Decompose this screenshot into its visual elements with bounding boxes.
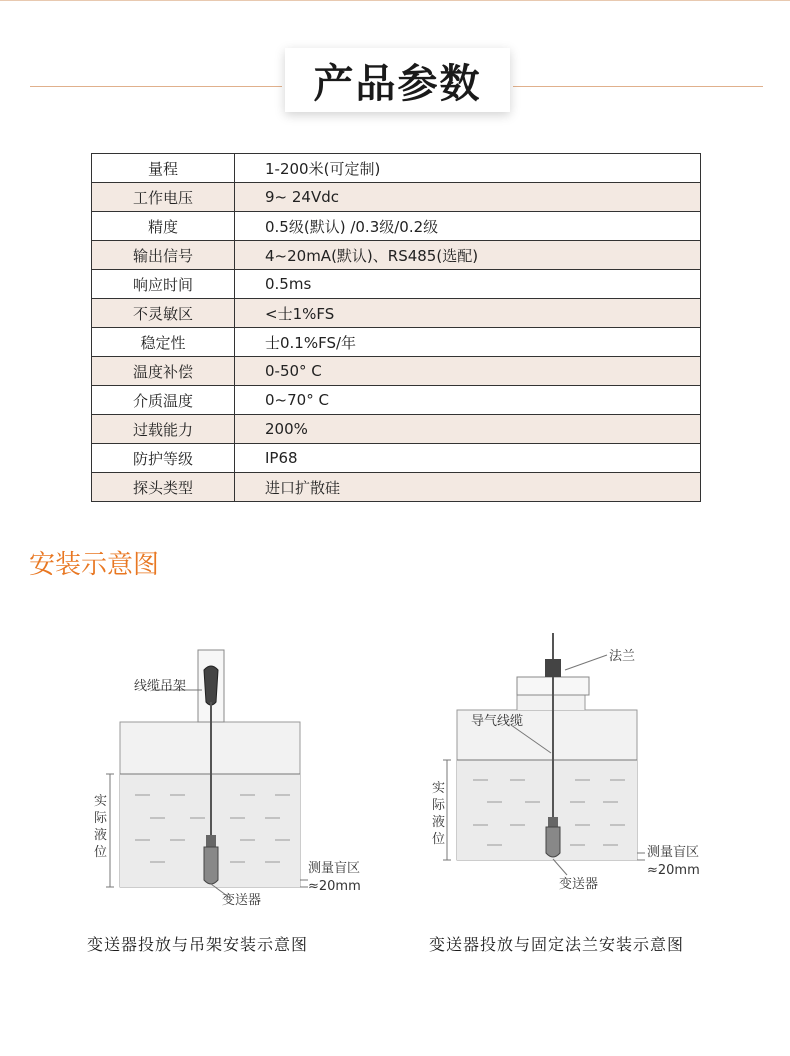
spec-value: <士1%FS bbox=[235, 299, 701, 328]
table-row bbox=[92, 270, 701, 299]
install-section-title: 安装示意图 bbox=[29, 550, 160, 580]
table-row bbox=[92, 415, 701, 444]
left-diagram-caption: 变送器投放与吊架安装示意图 bbox=[87, 935, 309, 954]
spec-key: 响应时间 bbox=[92, 270, 235, 299]
flange-install-diagram bbox=[425, 625, 745, 905]
transmitter-leader bbox=[553, 859, 567, 875]
cable-label: 导气线缆 bbox=[471, 714, 524, 729]
spec-key: 不灵敏区 bbox=[92, 299, 235, 328]
spec-key: 输出信号 bbox=[92, 241, 235, 270]
right-diagram-caption: 变送器投放与固定法兰安装示意图 bbox=[429, 935, 685, 954]
cable-hanger-clip bbox=[204, 666, 218, 705]
heading-line-left bbox=[30, 86, 282, 87]
spec-value: 9~ 24Vdc bbox=[235, 183, 701, 212]
level-label-3: 液 bbox=[432, 815, 446, 830]
spec-key: 量程 bbox=[92, 154, 235, 183]
spec-key: 探头类型 bbox=[92, 473, 235, 502]
table-row bbox=[92, 212, 701, 241]
spec-key: 工作电压 bbox=[92, 183, 235, 212]
level-label-4: 位 bbox=[432, 832, 446, 847]
spec-key: 精度 bbox=[92, 212, 235, 241]
table-row bbox=[92, 299, 701, 328]
level-label-1: 实 bbox=[94, 794, 108, 809]
spec-table bbox=[91, 153, 701, 502]
spec-value: 0~70° C bbox=[235, 386, 701, 415]
spec-key: 温度补偿 bbox=[92, 357, 235, 386]
level-label-1: 实 bbox=[432, 781, 446, 796]
table-row bbox=[92, 444, 701, 473]
level-label-3: 液 bbox=[94, 828, 108, 843]
hanger-label: 线缆吊架 bbox=[134, 679, 187, 694]
top-divider bbox=[0, 0, 790, 1]
spec-key: 过载能力 bbox=[92, 415, 235, 444]
table-row bbox=[92, 386, 701, 415]
page-title: 产品参数 bbox=[285, 48, 510, 112]
table-row bbox=[92, 328, 701, 357]
spec-key: 介质温度 bbox=[92, 386, 235, 415]
level-label-4: 位 bbox=[94, 845, 108, 860]
heading-line-right bbox=[513, 86, 763, 87]
blind-zone-value: ≈20mm bbox=[308, 879, 361, 894]
spec-value: 4~20mA(默认)、RS485(选配) bbox=[235, 241, 701, 270]
blind-zone-value: ≈20mm bbox=[647, 863, 700, 878]
table-row bbox=[92, 473, 701, 502]
flange-label: 法兰 bbox=[609, 649, 636, 664]
spec-value: 200% bbox=[235, 415, 701, 444]
transmitter-label: 变送器 bbox=[222, 893, 262, 908]
spec-value: 0.5级(默认) /0.3级/0.2级 bbox=[235, 212, 701, 241]
level-label-2: 际 bbox=[432, 798, 446, 813]
level-label-2: 际 bbox=[94, 811, 108, 826]
table-row bbox=[92, 154, 701, 183]
spec-key: 防护等级 bbox=[92, 444, 235, 473]
spec-value: 士0.1%FS/年 bbox=[235, 328, 701, 357]
transmitter-probe bbox=[546, 827, 560, 857]
spec-value: 进口扩散硅 bbox=[235, 473, 701, 502]
transmitter-probe bbox=[204, 847, 218, 884]
spec-value: 0.5ms bbox=[235, 270, 701, 299]
flange-gland bbox=[545, 659, 561, 677]
spec-key: 稳定性 bbox=[92, 328, 235, 357]
transmitter-label: 变送器 bbox=[559, 877, 599, 892]
blind-zone-label: 测量盲区 bbox=[308, 861, 361, 876]
spec-value: IP68 bbox=[235, 444, 701, 473]
spec-value: 1-200米(可定制) bbox=[235, 154, 701, 183]
table-row bbox=[92, 183, 701, 212]
transmitter-neck bbox=[206, 835, 216, 847]
flange-leader bbox=[565, 655, 607, 670]
hanger-install-diagram bbox=[80, 640, 400, 920]
table-row bbox=[92, 357, 701, 386]
table-row bbox=[92, 241, 701, 270]
spec-value: 0-50° C bbox=[235, 357, 701, 386]
transmitter-neck bbox=[548, 817, 558, 827]
blind-zone-label: 测量盲区 bbox=[647, 845, 700, 860]
